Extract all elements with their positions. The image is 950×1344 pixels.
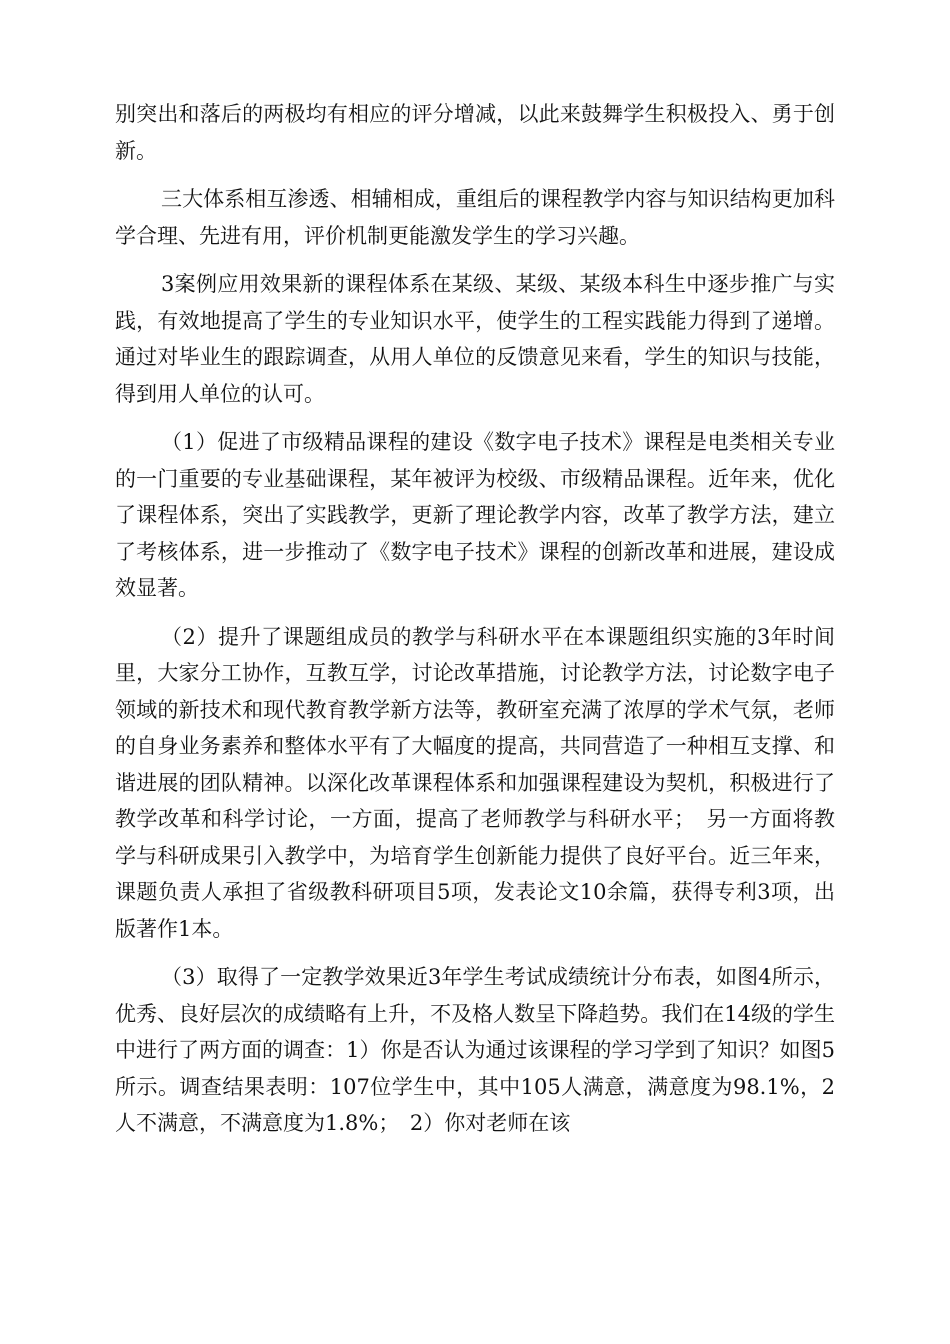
paragraph-item-3: （3）取得了一定教学效果近3年学生考试成绩统计分布表，如图4所示，优秀、良好层次的成绩略有上升，不及格人数呈下降趋势。我们在14级的学生中进行了两方面的调查：1）你是否认为通过该课程的学习学到了知识？如图5所示。调查结果表明：107位学生中，其中105人满意，满意度为98.1%，2人不满意，不满意度为1.8%； 2）你对老师在该 [115,965,835,1135]
document-body [115,96,835,1154]
paragraph-three-systems: 三大体系相互渗透、相辅相成，重组后的课程教学内容与知识结构更加科学合理、先进有用，评价机制更能激发学生的学习兴趣。 [115,187,835,248]
paragraph-item-2: （2）提升了课题组成员的教学与科研水平在本课题组织实施的3年时间里，大家分工协作，互教互学，讨论改革措施，讨论教学方法，讨论数字电子领域的新技术和现代教育教学新方法等，教研室充满了浓厚的学术气氛，老师的自身业务素养和整体水平有了大幅度的提高，共同营造了一种相互支撑、和谐进展的团队精神。以深化改革课程体系和加强课程建设为契机，积极进行了教学改革和科学讨论，一方面，提高了老师教学与科研水平； 另一方面将教学与科研成果引入教学中，为培育学生创新能力提供了良好平台。近三年来，课题负责人承担了省级教科研项目5项，发表论文10余篇，获得专利3项，出版著作1本。 [115,624,835,941]
paragraph-item-1: （1）促进了市级精品课程的建设《数字电子技术》课程是电类相关专业的一门重要的专业基础课程，某年被评为校级、市级精品课程。近年来，优化了课程体系，突出了实践教学，更新了理论教学内容，改革了教学方法，建立了考核体系，进一步推动了《数字电子技术》课程的创新改革和进展，建设成效显著。 [115,430,835,600]
paragraph-continuation: 别突出和落后的两极均有相应的评分增减，以此来鼓舞学生积极投入、勇于创新。 [115,102,835,163]
paragraph-application-effect: 3案例应用效果新的课程体系在某级、某级、某级本科生中逐步推广与实践，有效地提高了学生的专业知识水平，使学生的工程实践能力得到了递增。通过对毕业生的跟踪调查，从用人单位的反馈意见来看，学生的知识与技能，得到用人单位的认可。 [115,272,835,406]
